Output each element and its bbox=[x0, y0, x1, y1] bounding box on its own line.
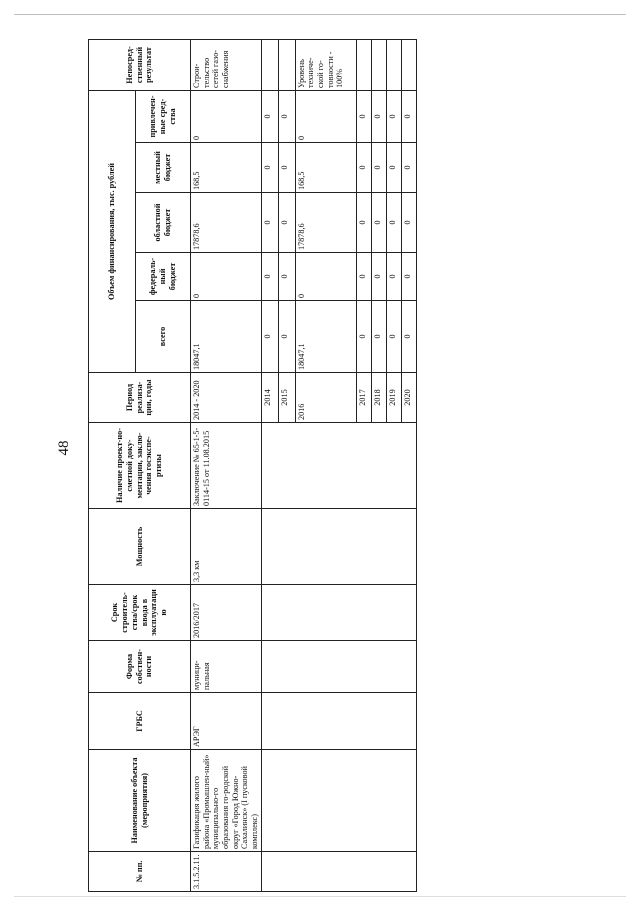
object-name: Газификация жилого района «Промышлен-ный» муниципально-го образования го-родской округ «Город Южно-Сахалинск» (I пусковой комплекс) bbox=[191, 750, 262, 852]
object-capacity: 3,3 км bbox=[191, 509, 262, 585]
cell-local: 0 bbox=[278, 143, 295, 193]
cell-years: 2018 bbox=[371, 373, 386, 423]
cell-federal: 0 bbox=[386, 253, 401, 301]
cell-regional: 0 bbox=[356, 193, 371, 253]
cell-total: 0 bbox=[386, 301, 401, 373]
cell-attracted: 0 bbox=[386, 90, 401, 142]
cell-years: 2019 bbox=[386, 373, 401, 423]
cell-result bbox=[371, 39, 386, 90]
cell-attracted: 0 bbox=[191, 90, 262, 142]
table-row bbox=[295, 39, 356, 891]
header-local: местный бюджет bbox=[136, 143, 191, 193]
header-num: № пп. bbox=[89, 852, 191, 892]
cell-years: 2017 bbox=[356, 373, 371, 423]
cell-local: 0 bbox=[356, 143, 371, 193]
cell-local: 0 bbox=[386, 143, 401, 193]
object-project-docs: Заключение № 65-1-5-0114-15 от 11.08.2015 bbox=[191, 423, 262, 509]
cell-local: 168,5 bbox=[295, 143, 356, 193]
table-row bbox=[386, 39, 401, 891]
cell-total: 0 bbox=[278, 301, 295, 373]
cell-total: 18047,1 bbox=[191, 301, 262, 373]
cell-result: Строи-тельство сетей газо-снабжения bbox=[191, 39, 262, 90]
header-financing: Объем финансирования, тыс. рублей bbox=[89, 90, 136, 372]
header-project-docs: Наличие проект-но-сметной доку-ментации, заклю-чения госэкспе-ртизы bbox=[89, 423, 191, 509]
header-name: Наименование объекта (мероприятия) bbox=[89, 750, 191, 852]
header-implementation-years: Период реализа-ции, годы bbox=[89, 373, 191, 423]
table-row bbox=[261, 39, 278, 891]
cell-federal: 0 bbox=[295, 253, 356, 301]
table-row bbox=[191, 39, 262, 891]
header-attracted: привлечен-ные сред-ства bbox=[136, 90, 191, 142]
header-grbs: ГРБС bbox=[89, 693, 191, 750]
cell-federal: 0 bbox=[401, 253, 416, 301]
header-ownership: Форма собствен-ности bbox=[89, 641, 191, 693]
scan-edge-line-top bbox=[14, 14, 626, 15]
header-federal: федераль-ный бюджет bbox=[136, 253, 191, 301]
object-construction-period: 2016/2017 bbox=[191, 585, 262, 641]
table-row bbox=[278, 39, 295, 891]
cell-attracted: 0 bbox=[261, 90, 278, 142]
cell-federal: 0 bbox=[261, 253, 278, 301]
cell-regional: 0 bbox=[278, 193, 295, 253]
cell-result: Уровень техниче-ской го-товности - 100% bbox=[295, 39, 356, 90]
header-regional: областной бюджет bbox=[136, 193, 191, 253]
cell-local: 0 bbox=[401, 143, 416, 193]
cell-federal: 0 bbox=[278, 253, 295, 301]
cell-years: 2015 bbox=[278, 373, 295, 423]
cell-federal: 0 bbox=[191, 253, 262, 301]
cell-total: 0 bbox=[371, 301, 386, 373]
financing-table bbox=[88, 39, 417, 892]
cell-result bbox=[356, 39, 371, 90]
cell-total: 18047,1 bbox=[295, 301, 356, 373]
object-ownership: муници-пальная bbox=[191, 641, 262, 693]
cell-attracted: 0 bbox=[371, 90, 386, 142]
cell-regional: 0 bbox=[386, 193, 401, 253]
cell-years: 2014 bbox=[261, 373, 278, 423]
cell-local: 0 bbox=[371, 143, 386, 193]
cell-total: 0 bbox=[401, 301, 416, 373]
cell-federal: 0 bbox=[356, 253, 371, 301]
cell-regional: 17878,6 bbox=[295, 193, 356, 253]
cell-regional: 17878,6 bbox=[191, 193, 262, 253]
cell-total: 0 bbox=[356, 301, 371, 373]
cell-regional: 0 bbox=[371, 193, 386, 253]
cell-years: 2014 - 2020 bbox=[191, 373, 262, 423]
cell-attracted: 0 bbox=[278, 90, 295, 142]
header-capacity: Мощность bbox=[89, 509, 191, 585]
cell-result bbox=[278, 39, 295, 90]
table-row bbox=[371, 39, 386, 891]
object-num: 3.1.5.2.11. bbox=[191, 852, 262, 892]
header-construction-period: Срок строитель-ства/срок ввода в эксплуатацию bbox=[89, 585, 191, 641]
cell-attracted: 0 bbox=[356, 90, 371, 142]
page-number: 48 bbox=[56, 440, 72, 456]
cell-regional: 0 bbox=[261, 193, 278, 253]
cell-attracted: 0 bbox=[295, 90, 356, 142]
cell-regional: 0 bbox=[401, 193, 416, 253]
header-result: Непосред-ственный результат bbox=[89, 39, 191, 90]
table-row bbox=[401, 39, 416, 891]
cell-federal: 0 bbox=[371, 253, 386, 301]
cell-result bbox=[261, 39, 278, 90]
cell-attracted: 0 bbox=[401, 90, 416, 142]
cell-years: 2016 bbox=[295, 373, 356, 423]
cell-result bbox=[401, 39, 416, 90]
cell-local: 0 bbox=[261, 143, 278, 193]
object-grbs: АРЭГ bbox=[191, 693, 262, 750]
cell-total: 0 bbox=[261, 301, 278, 373]
scan-edge-line-bottom bbox=[14, 896, 626, 897]
cell-local: 168,5 bbox=[191, 143, 262, 193]
rotated-page-content bbox=[88, 40, 436, 892]
header-total: всего bbox=[136, 301, 191, 373]
cell-years: 2020 bbox=[401, 373, 416, 423]
table-row bbox=[356, 39, 371, 891]
cell-result bbox=[386, 39, 401, 90]
